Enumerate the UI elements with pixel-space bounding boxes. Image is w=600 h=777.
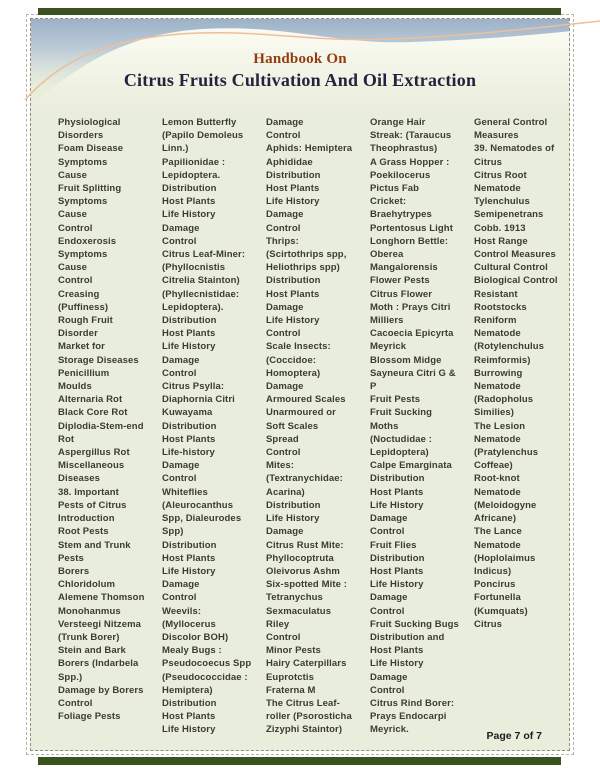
- toc-entry: Control Measures: [474, 249, 556, 261]
- toc-entry: Thrips:: [266, 235, 299, 247]
- toc-entry: Citrelia Stainton): [162, 275, 240, 287]
- toc-entry: (Rotylenchulus: [474, 341, 545, 353]
- toc-entry: Host Plants: [370, 486, 424, 498]
- toc-entry: Control: [58, 697, 93, 709]
- toc-entry: Control: [266, 631, 301, 643]
- toc-entry: Damage: [162, 460, 200, 472]
- toc-entry: Streak: (Taraucus: [370, 130, 452, 142]
- toc-entry: Life History: [162, 565, 216, 577]
- toc-entry: Control: [370, 684, 405, 696]
- toc-entry: Aphids: Hemiptera: [266, 143, 353, 155]
- page-number: Page 7 of 7: [486, 730, 542, 742]
- toc-column-3: [266, 116, 370, 737]
- toc-entry: General Control: [474, 117, 548, 128]
- toc-entry: Root-knot: [474, 473, 520, 485]
- toc-entry: Riley: [266, 618, 290, 630]
- toc-entry: Pseudocoecus Spp: [162, 658, 252, 670]
- toc-entry: Introduction: [58, 513, 115, 525]
- toc-entry: Damage: [370, 592, 408, 604]
- toc-entry: Aphididae: [266, 156, 313, 168]
- toc-entry: Nematode: [474, 433, 521, 445]
- toc-entry: Control: [266, 130, 301, 142]
- toc-entry: Host Plants: [162, 552, 216, 564]
- toc-entry: Host Range: [474, 235, 528, 247]
- toc-entry: Distribution: [162, 539, 217, 551]
- toc-entry: Control: [266, 222, 301, 234]
- toc-entry: (Pratylenchus: [474, 447, 539, 459]
- toc-entry: Black Core Rot: [58, 407, 128, 419]
- toc-entry: Alternaria Rot: [58, 394, 123, 406]
- toc-entry: Chloridolum: [58, 579, 116, 591]
- toc-entry: Cause: [58, 209, 88, 221]
- toc-entry: Storage Diseases: [58, 354, 139, 366]
- toc-entry: Creasing: [58, 288, 100, 300]
- toc-entry: Distribution and: [370, 631, 445, 643]
- toc-entry: (Meloidogyne: [474, 499, 537, 511]
- toc-entry: Control: [162, 473, 197, 485]
- toc-entry: (Aleurocanthus: [162, 499, 234, 511]
- toc-entry: Distribution: [266, 169, 321, 181]
- toc-entry: Fortunella: [474, 592, 521, 604]
- toc-entry: Citrus Psylla:: [162, 381, 225, 393]
- toc-entry: Life History: [266, 196, 320, 208]
- toc-entry: Citrus Root: [474, 169, 527, 181]
- toc-entry: Penicillium: [58, 367, 110, 379]
- toc-entry: Damage: [162, 222, 200, 234]
- toc-entry: Reimformis): [474, 354, 531, 366]
- toc-entry: Control: [266, 328, 301, 340]
- toc-entry: Moths: [370, 420, 399, 432]
- toc-entry: Host Plants: [162, 196, 216, 208]
- toc-entry: Citrus: [474, 156, 503, 168]
- toc-entry: Discolor BOH): [162, 631, 229, 643]
- toc-entry: Fraterna M: [266, 684, 316, 696]
- toc-entry: Damage: [266, 117, 304, 128]
- toc-entry: Market for: [58, 341, 105, 353]
- toc-entry: Sexmaculatus: [266, 605, 332, 617]
- toc-entry: Meyrick: [370, 341, 407, 353]
- toc-entry: Host Plants: [266, 288, 320, 300]
- toc-entry: Biological Control: [474, 275, 558, 287]
- toc-entry: Life History: [370, 658, 424, 670]
- toc-entry: Diseases: [58, 473, 101, 485]
- toc-entry: Kuwayama: [162, 407, 213, 419]
- toc-entry: Life History: [162, 724, 216, 736]
- toc-entry: Cultural Control: [474, 262, 548, 274]
- toc-entry: Damage: [370, 671, 408, 683]
- toc-entry: Lepidoptera.: [162, 169, 221, 181]
- toc-entry: Scale Insects:: [266, 341, 331, 353]
- toc-entry: Sayneura Citri G &: [370, 367, 456, 379]
- toc-entry: Damage: [266, 381, 304, 393]
- toc-entry: Blossom Midge: [370, 354, 442, 366]
- toc-entry: (Textranychidae:: [266, 473, 343, 485]
- title-block: [31, 19, 569, 91]
- toc-entry: Disorders: [58, 130, 104, 142]
- toc-entry: Semipenetrans: [474, 209, 544, 221]
- toc-entry: Damage: [266, 526, 304, 538]
- toc-entry: Flower Pests: [370, 275, 430, 287]
- toc-entry: Coffeae): [474, 460, 513, 472]
- toc-entry: Similies): [474, 407, 514, 419]
- toc-entry: Citrus Rust Mite:: [266, 539, 344, 551]
- toc-column-4: [370, 116, 474, 737]
- toc-entry: Rough Fruit: [58, 315, 113, 327]
- toc-entry: Citrus Rind Borer:: [370, 697, 455, 709]
- toc-entry: Citrus Flower: [370, 288, 433, 300]
- toc-column-5: [474, 116, 570, 737]
- toc-entry: Distribution: [370, 552, 425, 564]
- toc-entry: Life History: [370, 499, 424, 511]
- toc-entry: Lemon Butterfly: [162, 117, 237, 128]
- toc-entry: Spp.): [58, 671, 83, 683]
- toc-columns: [31, 91, 569, 737]
- toc-entry: Spread: [266, 433, 299, 445]
- toc-entry: Life History: [162, 341, 216, 353]
- toc-entry: Alemene Thomson: [58, 592, 145, 604]
- toc-entry: Poncirus: [474, 579, 516, 591]
- toc-entry: Miscellaneous: [58, 460, 125, 472]
- toc-entry: (Phyllocnistis: [162, 262, 226, 274]
- toc-entry: (Hoplolaimus: [474, 552, 536, 564]
- toc-entry: Control: [266, 447, 301, 459]
- toc-entry: Physiological: [58, 117, 121, 128]
- toc-entry: Control: [370, 605, 405, 617]
- toc-entry: Control: [58, 275, 93, 287]
- toc-entry: Africane): [474, 513, 517, 525]
- toc-entry: Control: [162, 367, 197, 379]
- toc-entry: Spp, Dialeurodes: [162, 513, 242, 525]
- toc-entry: Tetranychus: [266, 592, 323, 604]
- toc-entry: Soft Scales: [266, 420, 319, 432]
- toc-entry: Distribution: [162, 420, 217, 432]
- toc-entry: Heliothrips spp): [266, 262, 340, 274]
- toc-entry: Portentosus Light: [370, 222, 453, 234]
- toc-entry: Endoxerosis: [58, 235, 117, 247]
- toc-entry: Mealy Bugs :: [162, 645, 222, 657]
- toc-entry: Calpe Emarginata: [370, 460, 452, 472]
- toc-entry: Measures: [474, 130, 519, 142]
- toc-entry: Braehytrypes: [370, 209, 432, 221]
- toc-entry: Damage by Borers: [58, 684, 144, 696]
- toc-entry: Papilionidae :: [162, 156, 226, 168]
- toc-entry: Life History: [266, 513, 320, 525]
- toc-entry: Homoptera): [266, 367, 321, 379]
- toc-entry: Lepidoptera).: [162, 301, 224, 313]
- top-border-bar: [38, 8, 561, 15]
- toc-entry: Damage: [266, 301, 304, 313]
- toc-entry: Linn.): [162, 143, 189, 155]
- toc-entry: 38. Important: [58, 486, 119, 498]
- toc-entry: Unarmoured or: [266, 407, 336, 419]
- toc-entry: P: [370, 381, 377, 393]
- toc-entry: Diplodia-Stem-end: [58, 420, 144, 432]
- toc-entry: Citrus Leaf-Miner:: [162, 249, 246, 261]
- toc-entry: Pests of Citrus: [58, 499, 127, 511]
- toc-entry: Control: [162, 592, 197, 604]
- toc-column-1: [58, 116, 162, 737]
- toc-entry: Resistant: [474, 288, 518, 300]
- toc-entry: Nematode: [474, 183, 521, 195]
- toc-entry: Damage: [266, 209, 304, 221]
- toc-entry: (Pseudococcidae :: [162, 671, 248, 683]
- toc-entry: Phyllocoptruta: [266, 552, 334, 564]
- toc-entry: Distribution: [266, 499, 321, 511]
- toc-entry: Weevils:: [162, 605, 202, 617]
- toc-entry: Orange Hair: [370, 117, 426, 128]
- toc-entry: Damage: [370, 513, 408, 525]
- toc-entry: Disorder: [58, 328, 98, 340]
- toc-entry: Control: [162, 235, 197, 247]
- toc-entry: Lepidoptera): [370, 447, 429, 459]
- toc-entry: Nematode: [474, 486, 521, 498]
- toc-entry: Acarina): [266, 486, 305, 498]
- toc-entry: 39. Nematodes of: [474, 143, 555, 155]
- toc-entry: Meyrick.: [370, 724, 409, 736]
- toc-entry: Fruit Flies: [370, 539, 417, 551]
- toc-entry: Root Pests: [58, 526, 109, 538]
- toc-entry: (Papilo Demoleus: [162, 130, 244, 142]
- toc-entry: (Puffiness): [58, 301, 109, 313]
- toc-entry: Fruit Sucking: [370, 407, 432, 419]
- toc-entry: Spp): [162, 526, 184, 538]
- toc-entry: Distribution: [162, 183, 217, 195]
- toc-entry: Fruit Splitting: [58, 183, 122, 195]
- page-sheet: [30, 18, 570, 751]
- toc-entry: Cobb. 1913: [474, 222, 526, 234]
- toc-entry: Host Plants: [162, 711, 216, 723]
- toc-entry: Foliage Pests: [58, 711, 121, 723]
- toc-entry: Control: [370, 526, 405, 538]
- toc-entry: Oleivorus Ashm: [266, 565, 340, 577]
- toc-entry: Host Plants: [370, 645, 424, 657]
- toc-entry: Host Plants: [162, 328, 216, 340]
- toc-entry: Moulds: [58, 381, 92, 393]
- toc-entry: Nematode: [474, 539, 521, 551]
- toc-entry: Borers: [58, 565, 90, 577]
- toc-entry: Fruit Sucking Bugs: [370, 618, 459, 630]
- toc-entry: Pictus Fab: [370, 183, 420, 195]
- toc-entry: Symptoms: [58, 156, 108, 168]
- toc-entry: Longhorn Bettle:: [370, 235, 449, 247]
- book-title: Citrus Fruits Cultivation And Oil Extraction: [123, 70, 477, 90]
- toc-entry: Euprotctis: [266, 671, 314, 683]
- toc-entry: Theophrastus): [370, 143, 438, 155]
- toc-entry: Host Plants: [370, 565, 424, 577]
- toc-entry: roller (Psorosticha: [266, 711, 352, 723]
- toc-column-2: [162, 116, 266, 737]
- toc-entry: Distribution: [370, 473, 425, 485]
- toc-entry: Damage: [162, 579, 200, 591]
- toc-entry: Control: [58, 222, 93, 234]
- toc-entry: Tylenchulus: [474, 196, 530, 208]
- toc-entry: Mites:: [266, 460, 295, 472]
- toc-entry: Monohanmus: [58, 605, 121, 617]
- toc-entry: (Phyllecnistidae:: [162, 288, 240, 300]
- toc-entry: Symptoms: [58, 249, 108, 261]
- bottom-border-bar: [38, 757, 561, 765]
- toc-entry: Foam Disease: [58, 143, 124, 155]
- toc-entry: Burrowing: [474, 367, 523, 379]
- toc-entry: The Lesion: [474, 420, 526, 432]
- toc-entry: Nematode: [474, 328, 521, 340]
- toc-entry: Hemiptera): [162, 684, 213, 696]
- toc-entry: The Lance: [474, 526, 522, 538]
- toc-entry: Cricket:: [370, 196, 407, 208]
- toc-entry: Minor Pests: [266, 645, 321, 657]
- toc-entry: (Trunk Borer): [58, 631, 120, 643]
- toc-entry: Life-history: [162, 447, 215, 459]
- toc-entry: Host Plants: [266, 183, 320, 195]
- toc-entry: Aspergillus Rot: [58, 447, 130, 459]
- toc-entry: Pests: [58, 552, 84, 564]
- toc-entry: Fruit Pests: [370, 394, 421, 406]
- toc-entry: The Citrus Leaf-: [266, 697, 340, 709]
- toc-entry: Stem and Trunk: [58, 539, 131, 551]
- toc-entry: Armoured Scales: [266, 394, 346, 406]
- toc-entry: Oberea: [370, 249, 404, 261]
- toc-entry: Mangalorensis: [370, 262, 438, 274]
- toc-entry: Indicus): [474, 565, 512, 577]
- toc-entry: Poekilocerus: [370, 169, 431, 181]
- toc-entry: Rot: [58, 433, 75, 445]
- toc-entry: Prays Endocarpi: [370, 711, 447, 723]
- toc-entry: Moth : Prays Citri: [370, 301, 451, 313]
- toc-entry: Whiteflies: [162, 486, 208, 498]
- toc-entry: Zizyphi Staintor): [266, 724, 343, 736]
- toc-entry: Cacoecia Epicyrta: [370, 328, 454, 340]
- toc-entry: (Radopholus: [474, 394, 534, 406]
- toc-entry: (Coccidoe:: [266, 354, 317, 366]
- toc-entry: Life History: [266, 315, 320, 327]
- toc-entry: Symptoms: [58, 196, 108, 208]
- toc-entry: Life History: [370, 579, 424, 591]
- toc-entry: (Kumquats): [474, 605, 528, 617]
- toc-entry: Cause: [58, 262, 88, 274]
- toc-entry: (Scirtothrips spp,: [266, 249, 347, 261]
- toc-entry: Stein and Bark: [58, 645, 126, 657]
- toc-entry: Host Plants: [162, 433, 216, 445]
- toc-entry: Damage: [162, 354, 200, 366]
- toc-entry: Borers (Indarbela: [58, 658, 139, 670]
- toc-entry: A Grass Hopper :: [370, 156, 450, 168]
- toc-entry: Hairy Caterpillars: [266, 658, 347, 670]
- toc-entry: Versteegi Nitzema: [58, 618, 142, 630]
- toc-entry: Milliers: [370, 315, 404, 327]
- book-series-title: Handbook On: [253, 51, 347, 67]
- toc-entry: Reniform: [474, 315, 517, 327]
- toc-entry: Distribution: [162, 697, 217, 709]
- toc-entry: Nematode: [474, 381, 521, 393]
- toc-entry: Diaphornia Citri: [162, 394, 235, 406]
- toc-entry: Six-spotted Mite :: [266, 579, 347, 591]
- toc-entry: Life History: [162, 209, 216, 221]
- toc-entry: Cause: [58, 169, 88, 181]
- toc-entry: (Noctudidae :: [370, 433, 432, 445]
- toc-entry: (Myllocerus: [162, 618, 216, 630]
- toc-entry: Citrus: [474, 618, 503, 630]
- toc-entry: Distribution: [266, 275, 321, 287]
- toc-entry: Rootstocks: [474, 301, 527, 313]
- toc-entry: Distribution: [162, 315, 217, 327]
